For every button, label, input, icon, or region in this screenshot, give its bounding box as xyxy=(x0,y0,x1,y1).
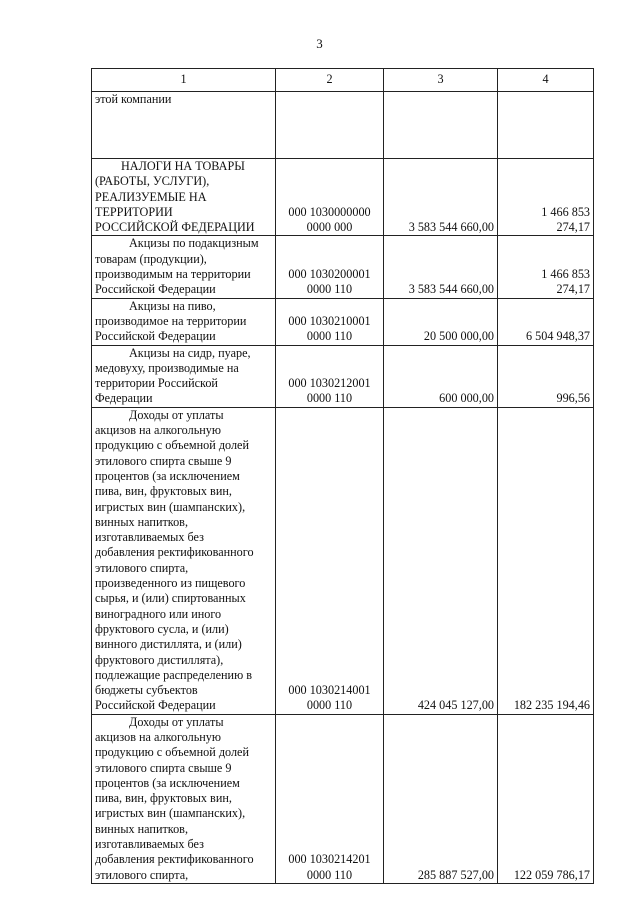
row-amount: 3 583 544 660,00 xyxy=(384,236,498,298)
row-name: этой компании xyxy=(95,92,172,106)
row-name-cell xyxy=(92,159,276,236)
page-number: 3 xyxy=(316,36,323,51)
row-code xyxy=(276,92,384,159)
row-code: 000 1030210001 0000 110 xyxy=(276,298,384,345)
row-name: Акцизы на сидр, пуаре, медовуху, производимые на территории Российской Федерации xyxy=(95,345,251,406)
header-cell-4: 4 xyxy=(498,69,594,92)
header-row xyxy=(92,69,594,92)
row-amount: 20 500 000,00 xyxy=(384,298,498,345)
revenue-table xyxy=(91,68,594,884)
row-name-cell xyxy=(92,236,276,298)
row-code: 000 1030214201 0000 110 xyxy=(276,714,384,883)
row-executed: 1 466 853 274,17 xyxy=(498,236,594,298)
row-executed: 1 466 853 274,17 xyxy=(498,159,594,236)
row-name: Доходы от уплаты акцизов на алкогольную продукцию с объемной долей этилового спирта свыше 9 процентов (за исключением пива, вин, фруктовых вин, игристых вин (шампанских), винных напитков, изготавливаемых без добавления ректификованного этилового спирта, xyxy=(95,714,254,882)
row-amount xyxy=(384,92,498,159)
row-name-cell xyxy=(92,345,276,407)
row-name: НАЛОГИ НА ТОВАРЫ (РАБОТЫ, УСЛУГИ), РЕАЛИЗУЕМЫЕ НА ТЕРРИТОРИИ РОССИЙСКОЙ ФЕДЕРАЦИИ xyxy=(95,159,255,235)
table-row xyxy=(92,345,594,407)
row-code: 000 1030200001 0000 110 xyxy=(276,236,384,298)
row-name-cell xyxy=(92,714,276,883)
row-executed: 996,56 xyxy=(498,345,594,407)
row-amount: 285 887 527,00 xyxy=(384,714,498,883)
table-row xyxy=(92,159,594,236)
table-row xyxy=(92,407,594,714)
header-cell-1: 1 xyxy=(92,69,276,92)
row-amount: 600 000,00 xyxy=(384,345,498,407)
row-name-cell xyxy=(92,92,276,159)
row-code: 000 1030214001 0000 110 xyxy=(276,407,384,714)
header-cell-2: 2 xyxy=(276,69,384,92)
row-executed: 182 235 194,46 xyxy=(498,407,594,714)
row-code: 000 1030212001 0000 110 xyxy=(276,345,384,407)
table-row xyxy=(92,92,594,159)
row-amount: 424 045 127,00 xyxy=(384,407,498,714)
row-executed xyxy=(498,92,594,159)
row-executed: 122 059 786,17 xyxy=(498,714,594,883)
table-row xyxy=(92,298,594,345)
row-amount: 3 583 544 660,00 xyxy=(384,159,498,236)
table-row xyxy=(92,714,594,883)
row-name: Доходы от уплаты акцизов на алкогольную продукцию с объемной долей этилового спирта свыше 9 процентов (за исключением пива, вин, фруктовых вин, игристых вин (шампанских), винных напитков, изготавливаемых без добавления ректификованного этилового спирта, произведенного из пищевого сырья, и (или) спиртованных виноградного или иного фруктового сусла, и (или) винного дистиллята, и (или) фруктового дистиллята), подлежащие распределению в бюджеты субъектов Российской Федерации xyxy=(95,407,254,713)
table-row xyxy=(92,236,594,298)
row-executed: 6 504 948,37 xyxy=(498,298,594,345)
header-cell-3: 3 xyxy=(384,69,498,92)
row-name: Акцизы по подакцизным товарам (продукции), производимым на территории Российской Федерации xyxy=(95,236,259,297)
row-name-cell xyxy=(92,298,276,345)
row-name-cell xyxy=(92,407,276,714)
row-name: Акцизы на пиво, производимое на территории Российской Федерации xyxy=(95,298,247,344)
row-code: 000 1030000000 0000 000 xyxy=(276,159,384,236)
